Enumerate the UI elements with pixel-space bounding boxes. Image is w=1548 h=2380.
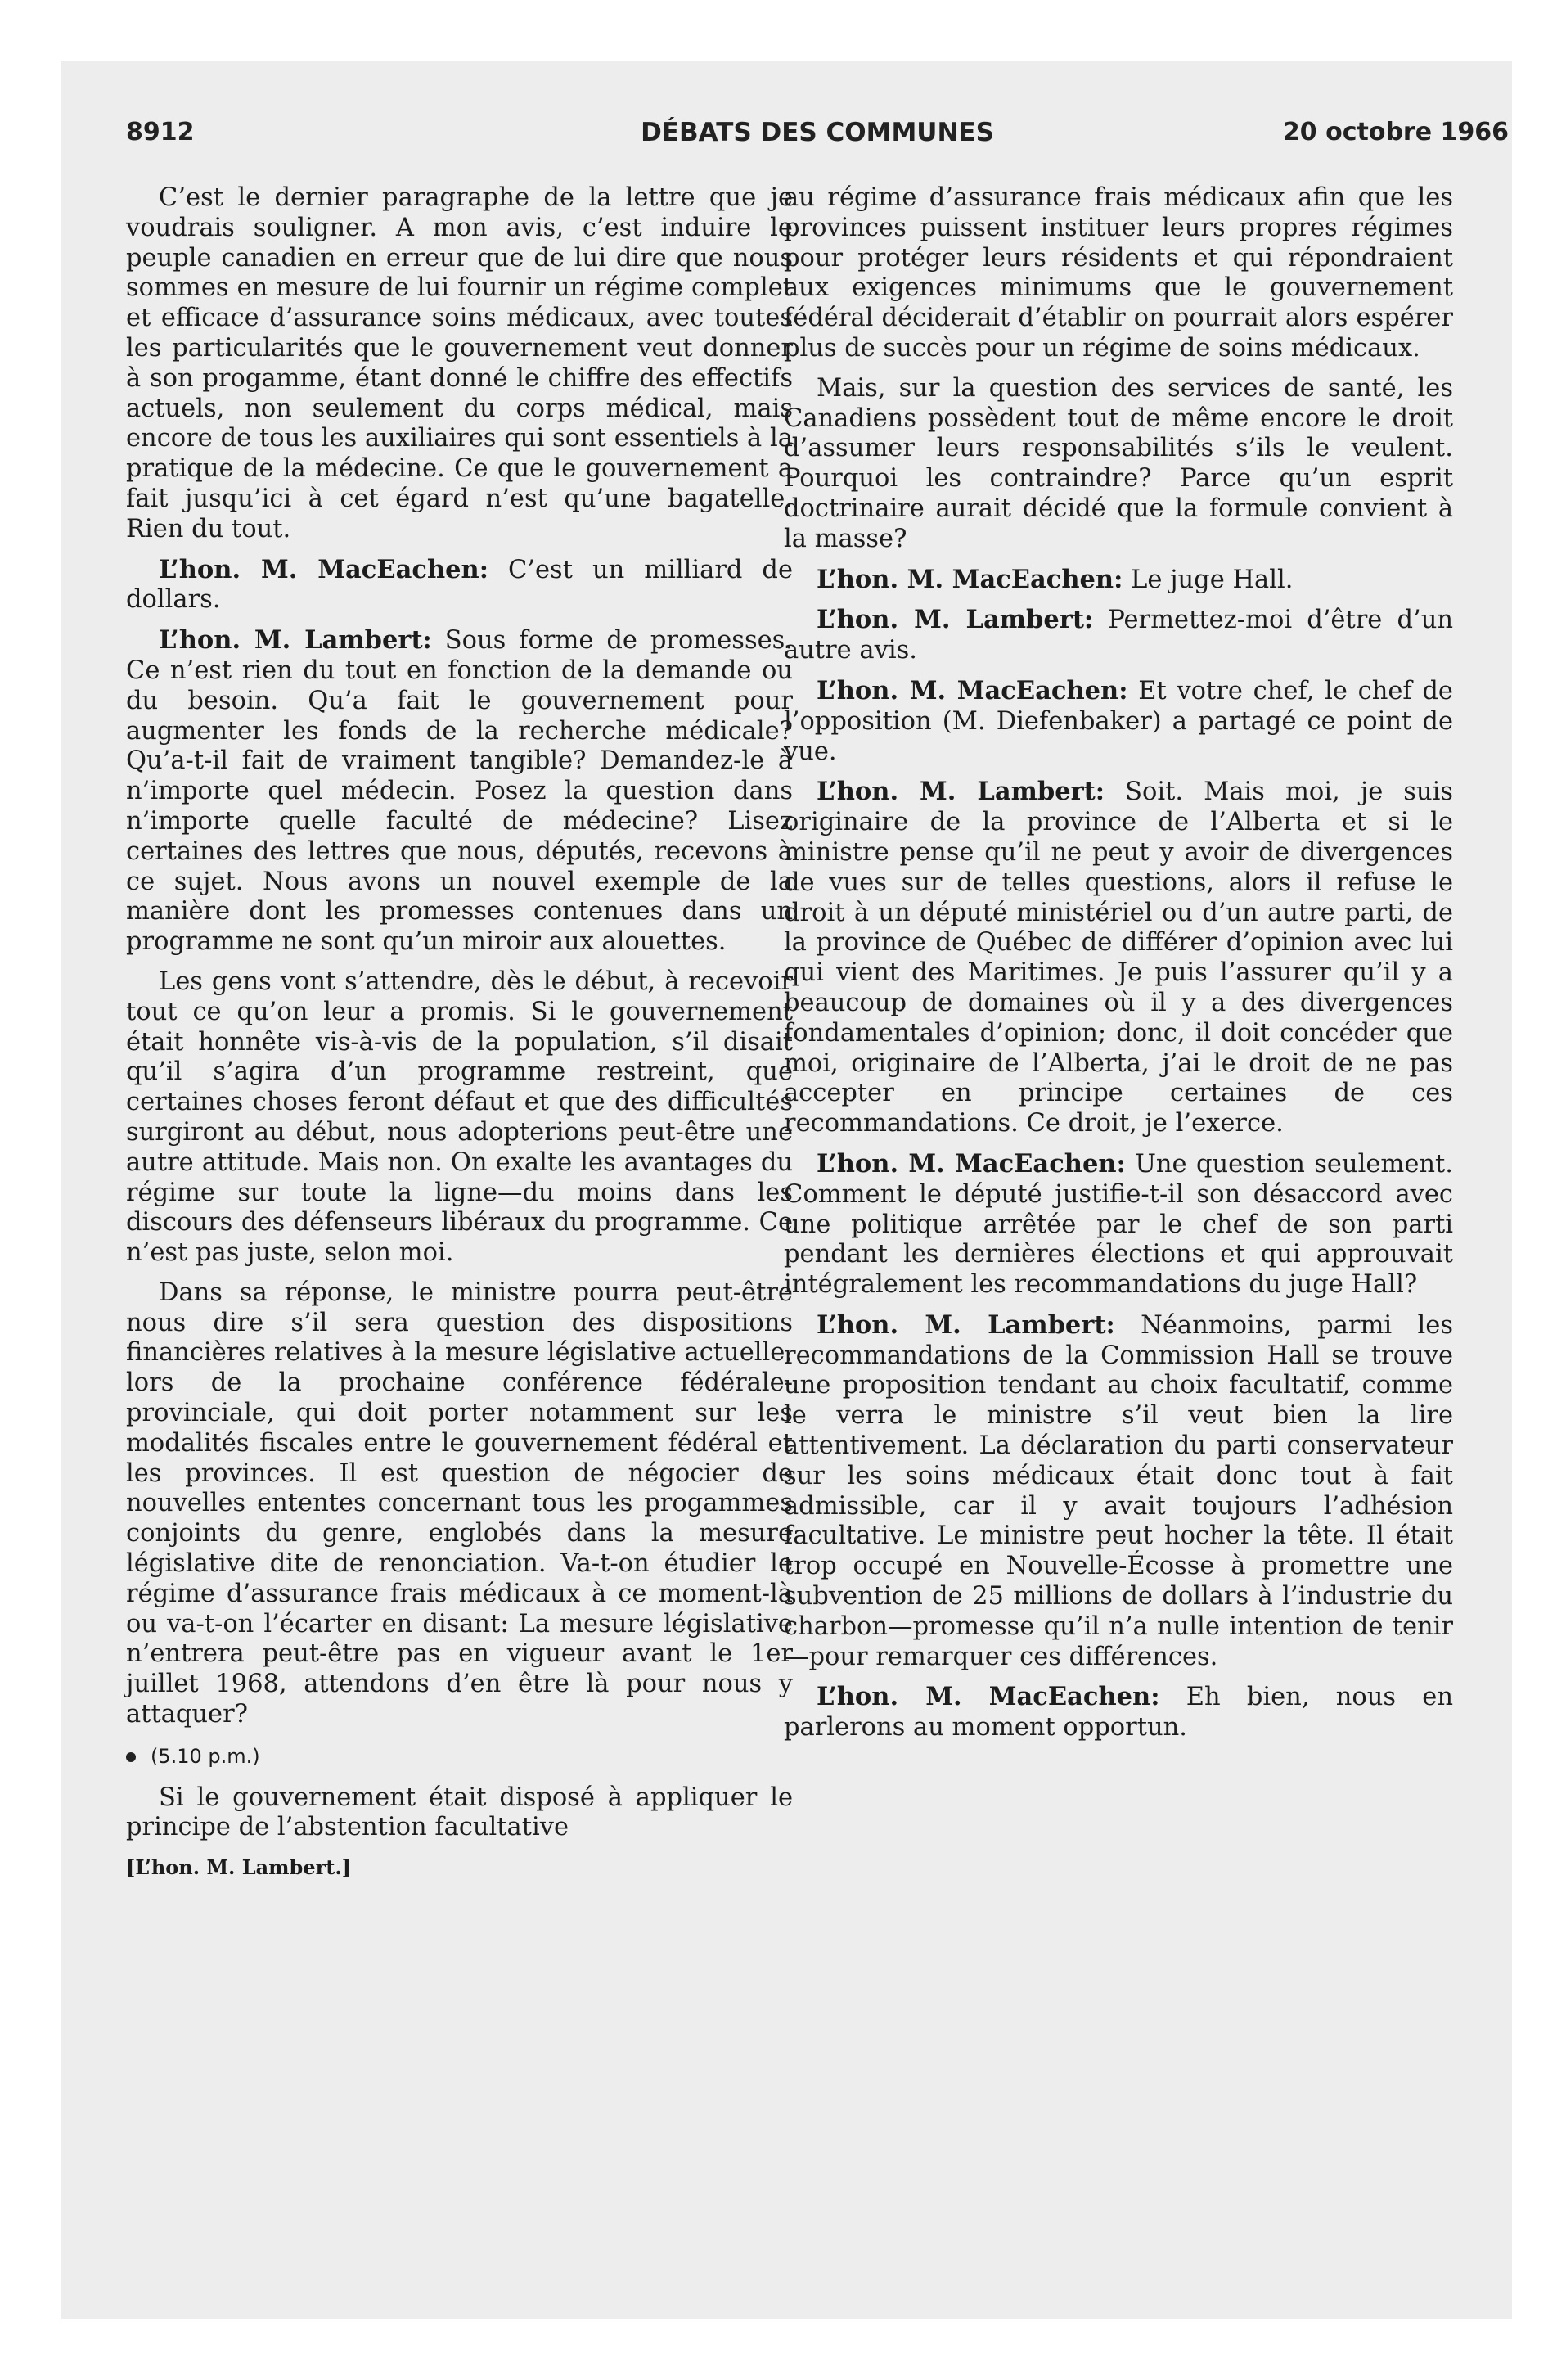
paragraph: au régime d’assurance frais médicaux afin que les provinces puissent instituer leurs propres régimes pour protéger leurs résidents et qui répondraient aux exigences minimums que le gouvernement fédéral déciderait d’établir on pourrait alors espérer plus de succès pour un régime de soins médicaux. — [784, 183, 1453, 363]
speech — [126, 555, 793, 616]
left-column — [126, 183, 793, 1883]
page-number: 8912 — [126, 118, 195, 146]
speech — [784, 1149, 1453, 1300]
speech — [784, 605, 1453, 666]
speaker-name: L’hon. M. MacEachen: — [159, 554, 488, 584]
speech — [784, 676, 1453, 767]
speaker-name: L’hon. M. Lambert: — [817, 1309, 1115, 1340]
speech — [784, 1682, 1453, 1743]
speech-text: Néanmoins, parmi les recommandations de la Commission Hall se trouve une proposition tendant au choix facultatif, comme le verra le ministre s’il veut bien la lire attentivement. La déclaration du parti conservateur sur les soins médicaux était donc tout à fait admissible, car il y avait toujours l’adhésion facultative. Le ministre peut hocher la tête. Il était trop occupé en Nouvelle-Écosse à promettre une subvention de 25 millions de dollars à l’industrie du charbon—promesse qu’il n’a nulle intention de tenir—pour remarquer ces différences. — [784, 1310, 1453, 1671]
paragraph: C’est le dernier paragraphe de la lettre que je voudrais souligner. A mon avis, c’est induire le peuple canadien en erreur que de lui dire que nous sommes en mesure de lui fournir un régime complet et efficace d’assurance soins médicaux, avec toutes les particularités que le gouvernement veut donner à son progamme, étant donné le chiffre des effectifs actuels, non seulement du corps médical, mais encore de tous les auxiliaires qui sont essentiels à la pratique de la médecine. Ce que le gouvernement a fait jusqu’ici à cet égard n’est qu’une bagatelle. Rien du tout. — [126, 183, 793, 543]
speaker-name: L’hon. M. MacEachen: — [817, 675, 1128, 705]
page-title: DÉBATS DES COMMUNES — [641, 118, 994, 147]
speech-text: Eh bien, nous en parlerons au moment opportun. — [784, 1683, 1453, 1742]
paragraph: Les gens vont s’attendre, dès le début, à recevoir tout ce qu’on leur a promis. Si le gouvernement était honnête vis-à-vis de la population, s’il disait qu’il s’agira d’un programme restreint, que certaines choses feront défaut et que des difficultés surgiront au début, nous adopterions peut-être une autre attitude. Mais non. On exalte les avantages du régime sur toute la ligne—du moins dans les discours des défenseurs libéraux du programme. Ce n’est pas juste, selon moi. — [126, 967, 793, 1268]
speech — [126, 625, 793, 958]
time-marker-text: (5.10 p.m.) — [151, 1744, 260, 1768]
paragraph: Si le gouvernement était disposé à appliquer le principe de l’abstention facultative — [126, 1783, 793, 1842]
speech-text: Permettez-moi d’être d’un autre avis. — [784, 606, 1454, 665]
time-marker — [126, 1742, 793, 1772]
speech — [784, 1310, 1453, 1673]
speaker-name: L’hon. M. Lambert: — [817, 605, 1094, 635]
speaker-name: L’hon. M. MacEachen: — [817, 564, 1123, 594]
paragraph: Dans sa réponse, le ministre pourra peut-être nous dire s’il sera question des dispositions financières relatives à la mesure législative actuelle, lors de la prochaine conférence fédérale-provinciale, qui doit porter notamment sur les modalités fiscales entre le gouvernement fédéral et les provinces. Il est question de négocier de nouvelles ententes concernant tous les progammes conjoints du genre, englobés dans la mesure législative dite de renonciation. Va-t-on étudier le régime d’assurance frais médicaux à ce moment-là ou va-t-on l’écarter en disant: La mesure législative n’entrera peut-être pas en vigueur avant le 1er juillet 1968, attendons d’en être là pour nous y attaquer? — [126, 1278, 793, 1729]
paragraph: Mais, sur la question des services de santé, les Canadiens possèdent tout de même encore le droit d’assumer leurs responsabilités s’ils le veulent. Pourquoi les contraindre? Parce qu’un esprit doctrinaire aurait décidé que la formule convient à la masse? — [784, 373, 1453, 553]
right-column — [784, 183, 1453, 1753]
speaker-name: L’hon. M. Lambert: — [159, 625, 432, 656]
speech — [784, 565, 1453, 596]
page — [61, 61, 1512, 2319]
speech — [784, 777, 1453, 1139]
speaker-footnote: [L’hon. M. Lambert.] — [126, 1855, 352, 1880]
speaker-name: L’hon. M. MacEachen: — [817, 1682, 1160, 1712]
page-header — [126, 118, 1509, 159]
speech-text: Et votre chef, le chef de l’opposition (M. Diefenbaker) a partagé ce point de vue. — [784, 676, 1453, 766]
speech-text: Le juge Hall. — [1123, 565, 1294, 594]
speech-text: C’est un milliard de dollars. — [126, 555, 794, 615]
speech-text: Soit. Mais moi, je suis originaire de la province de l’Alberta et si le ministre pense qu’il ne peut y avoir de divergences de vues sur de telles questions, alors il refuse le droit à un député ministériel ou d’un autre parti, de la province de Québec de différer d’opinion avec lui qui vient des Maritimes. Je puis l’assurer qu’il y a beaucoup de domaines où il y a des divergences fondamentales d’opinion; donc, il doit concéder que moi, originaire de l’Alberta, j’ai le droit de ne pas accepter en principe certaines de ces recommandations. Ce droit, je l’exerce. — [784, 778, 1454, 1138]
bullet-icon — [126, 1752, 136, 1762]
speech-text: Une question seulement. Comment le député justifie-t-il son désaccord avec une politique arrêtée par le chef de son parti pendant les dernières élections et qui approuvait intégralement les recommandations du juge Hall? — [784, 1149, 1454, 1300]
speech-text: Sous forme de promesses. Ce n’est rien du tout en fonction de la demande ou du besoin. Qu’a fait le gouvernement pour augmenter les fonds de la recherche médicale? Qu’a-t-il fait de vraiment tangible? Demandez-le à n’importe quel médecin. Posez la question dans n’importe quelle faculté de médecine? Lisez certaines des lettres que nous, députés, recevons à ce sujet. Nous avons un nouvel exemple de la manière dont les promesses contenues dans un programme ne sont qu’un miroir aux alouettes. — [126, 626, 794, 957]
speaker-name: L’hon. M. Lambert: — [817, 777, 1105, 807]
speaker-name: L’hon. M. MacEachen: — [817, 1148, 1126, 1179]
page-date: 20 octobre 1966 — [1282, 118, 1509, 146]
